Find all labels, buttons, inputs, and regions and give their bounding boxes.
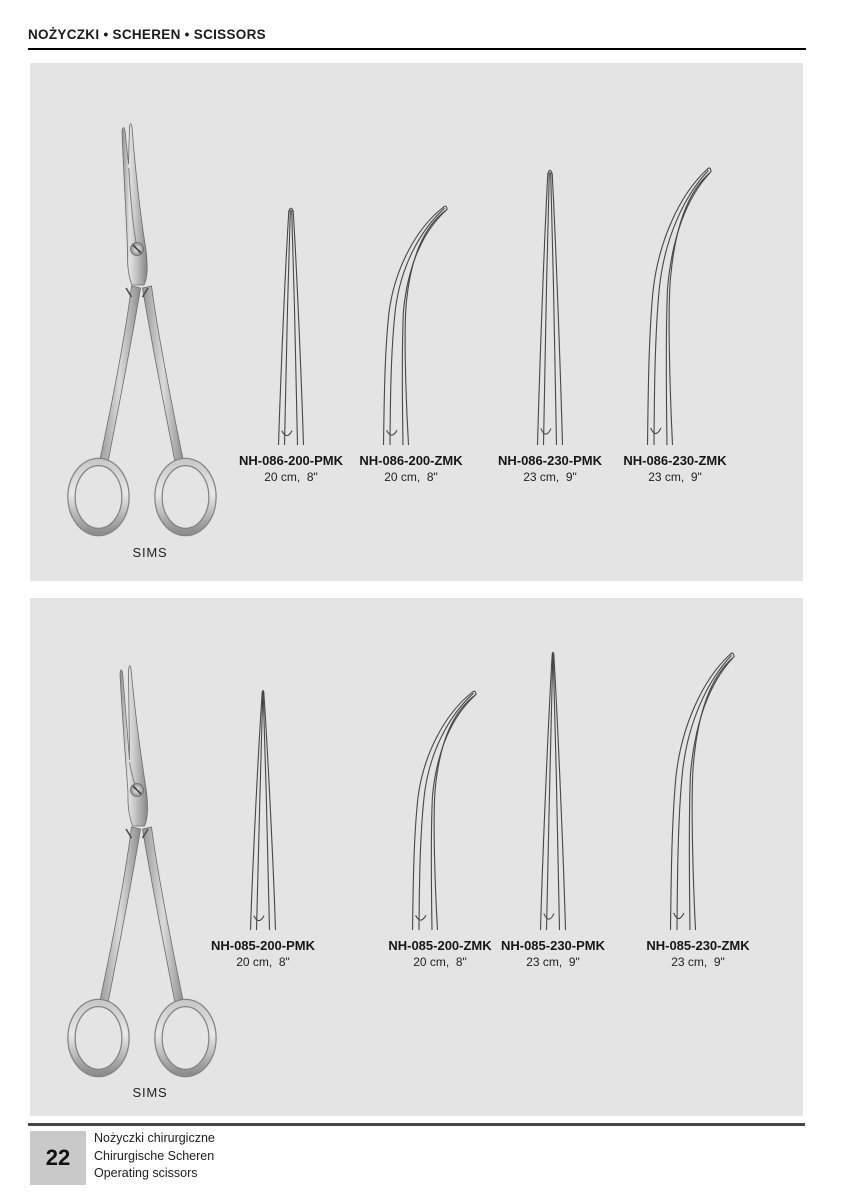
product-panel-nh086	[30, 63, 803, 581]
caption-polish: Nożyczki chirurgiczne	[94, 1131, 215, 1145]
curved-tip-icon	[390, 680, 490, 930]
tip-drawing	[251, 155, 331, 445]
product-size: 23 cm, 9"	[648, 470, 702, 484]
straight-tip-icon	[513, 640, 593, 930]
curved-tip-icon	[648, 640, 748, 930]
product-code: NH-086-200-PMK	[238, 453, 344, 468]
product-size: 23 cm, 9"	[671, 955, 725, 969]
product-size: 20 cm, 8"	[384, 470, 438, 484]
page-title: NOŻYCZKI • SCHEREN • SCISSORS	[28, 27, 266, 42]
curved-tip-icon	[361, 195, 461, 445]
tip-drawing	[513, 640, 593, 930]
product-column	[336, 155, 486, 484]
footer-captions	[94, 1130, 215, 1183]
product-code: NH-085-200-PMK	[210, 938, 316, 953]
tip-drawing	[625, 155, 725, 445]
product-panel-nh085	[30, 598, 803, 1116]
product-code: NH-085-230-ZMK	[646, 938, 750, 953]
caption-english: Operating scissors	[94, 1166, 198, 1180]
caption-german: Chirurgische Scheren	[94, 1148, 215, 1163]
page-number-badge: 22	[30, 1131, 86, 1185]
scissors-photo	[65, 118, 235, 563]
product-size: 20 cm, 8"	[413, 955, 467, 969]
straight-tip-icon	[510, 155, 590, 445]
scissors-illustration	[65, 118, 235, 558]
tip-drawing	[390, 640, 490, 930]
product-code: NH-086-200-ZMK	[359, 453, 463, 468]
product-size: 23 cm, 9"	[523, 470, 577, 484]
product-size: 20 cm, 8"	[236, 955, 290, 969]
tip-drawing	[510, 155, 590, 445]
product-code: NH-085-230-PMK	[500, 938, 606, 953]
product-column	[623, 640, 773, 969]
product-code: NH-086-230-ZMK	[623, 453, 727, 468]
straight-tip-icon	[251, 195, 331, 445]
straight-tip-icon	[223, 680, 303, 930]
product-code: NH-086-230-PMK	[497, 453, 603, 468]
tip-drawing	[223, 640, 303, 930]
product-column	[478, 640, 628, 969]
product-column	[188, 640, 338, 969]
product-size: 23 cm, 9"	[526, 955, 580, 969]
model-name-label: SIMS	[132, 545, 168, 560]
curved-tip-icon	[625, 155, 725, 445]
footer-rule	[28, 1123, 805, 1126]
model-name-label: SIMS	[132, 1085, 168, 1100]
product-column	[600, 155, 750, 484]
product-size: 20 cm, 8"	[264, 470, 318, 484]
product-code: NH-085-200-ZMK	[388, 938, 492, 953]
tip-drawing	[648, 640, 748, 930]
header-rule	[28, 48, 806, 50]
tip-drawing	[361, 155, 461, 445]
